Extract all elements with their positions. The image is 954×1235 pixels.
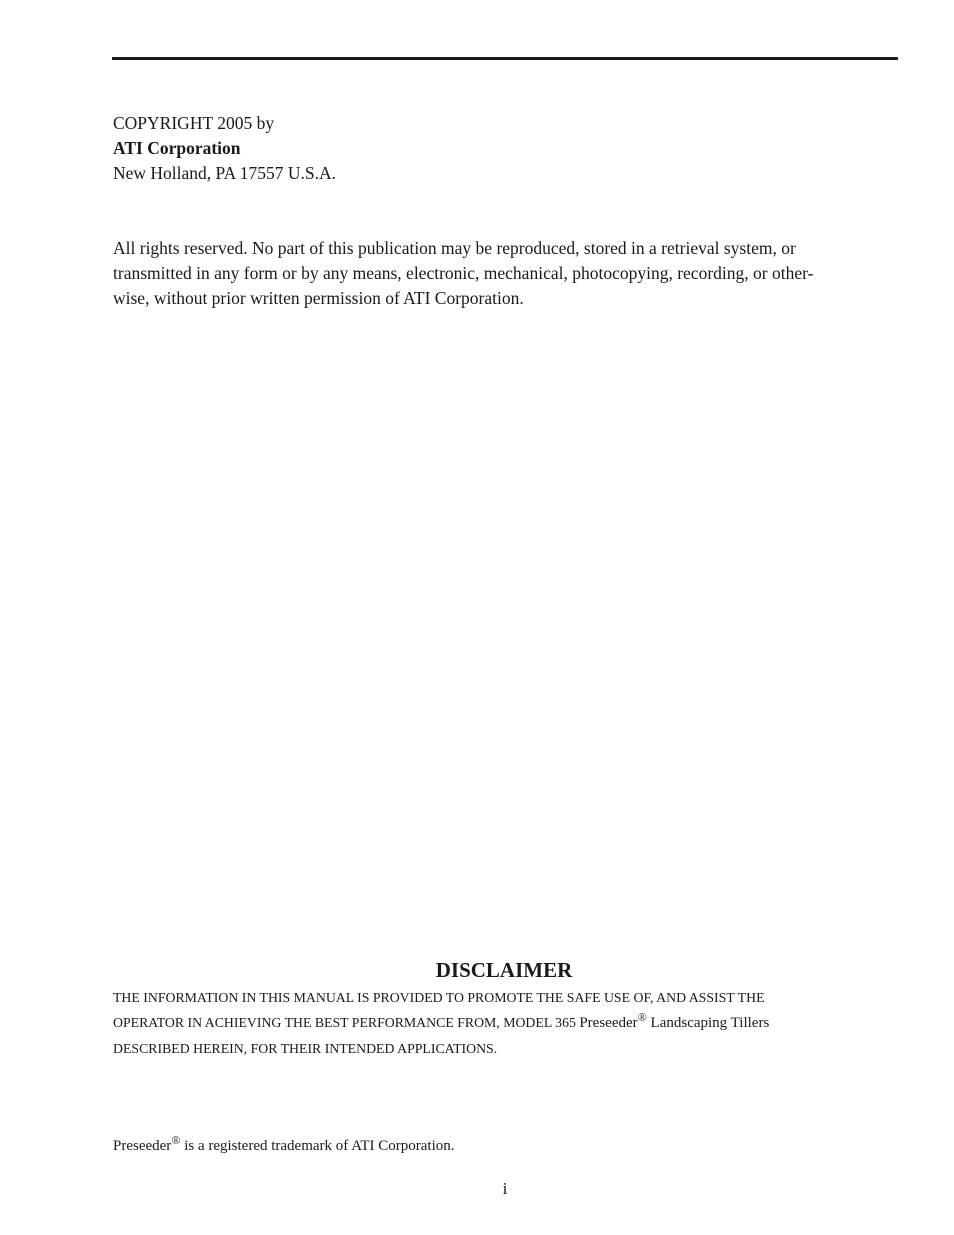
registered-mark: ® (171, 1133, 181, 1147)
disclaimer-brand: Preseeder (579, 1015, 638, 1031)
trademark-brand: Preseeder (113, 1138, 172, 1154)
disclaimer-line-2-suffix: Landscaping Tillers (646, 1015, 770, 1031)
disclaimer-line-2 (113, 1010, 883, 1036)
disclaimer-line-2-prefix: OPERATOR IN ACHIEVING THE BEST PERFORMANCE FROM, MODEL 365 (113, 1015, 580, 1030)
top-rule (112, 57, 898, 60)
page-number: i (502, 1179, 508, 1198)
rights-reserved-paragraph: All rights reserved. No part of this publication may be reproduced, stored in a retrieval system, or transmitted in any form or by any means, electronic, mechanical, photocopying, recording, or other- wise, without prior written permission of ATI Corporation. (113, 238, 814, 308)
copyright-block (113, 111, 336, 186)
registered-mark: ® (637, 1010, 647, 1024)
trademark-text: is a registered trademark of ATI Corporation. (180, 1138, 455, 1154)
disclaimer-line-3: DESCRIBED HEREIN, FOR THEIR INTENDED APPLICATIONS. (113, 1041, 498, 1056)
disclaimer-line-1: THE INFORMATION IN THIS MANUAL IS PROVIDED TO PROMOTE THE SAFE USE OF, AND ASSIST THE (113, 990, 765, 1005)
company-name: ATI Corporation (113, 138, 241, 158)
disclaimer-body (113, 985, 883, 1061)
company-address: New Holland, PA 17557 U.S.A. (113, 163, 336, 183)
disclaimer-title: DISCLAIMER (435, 958, 573, 982)
trademark-notice (113, 1134, 455, 1159)
copyright-line: COPYRIGHT 2005 by (113, 113, 275, 133)
